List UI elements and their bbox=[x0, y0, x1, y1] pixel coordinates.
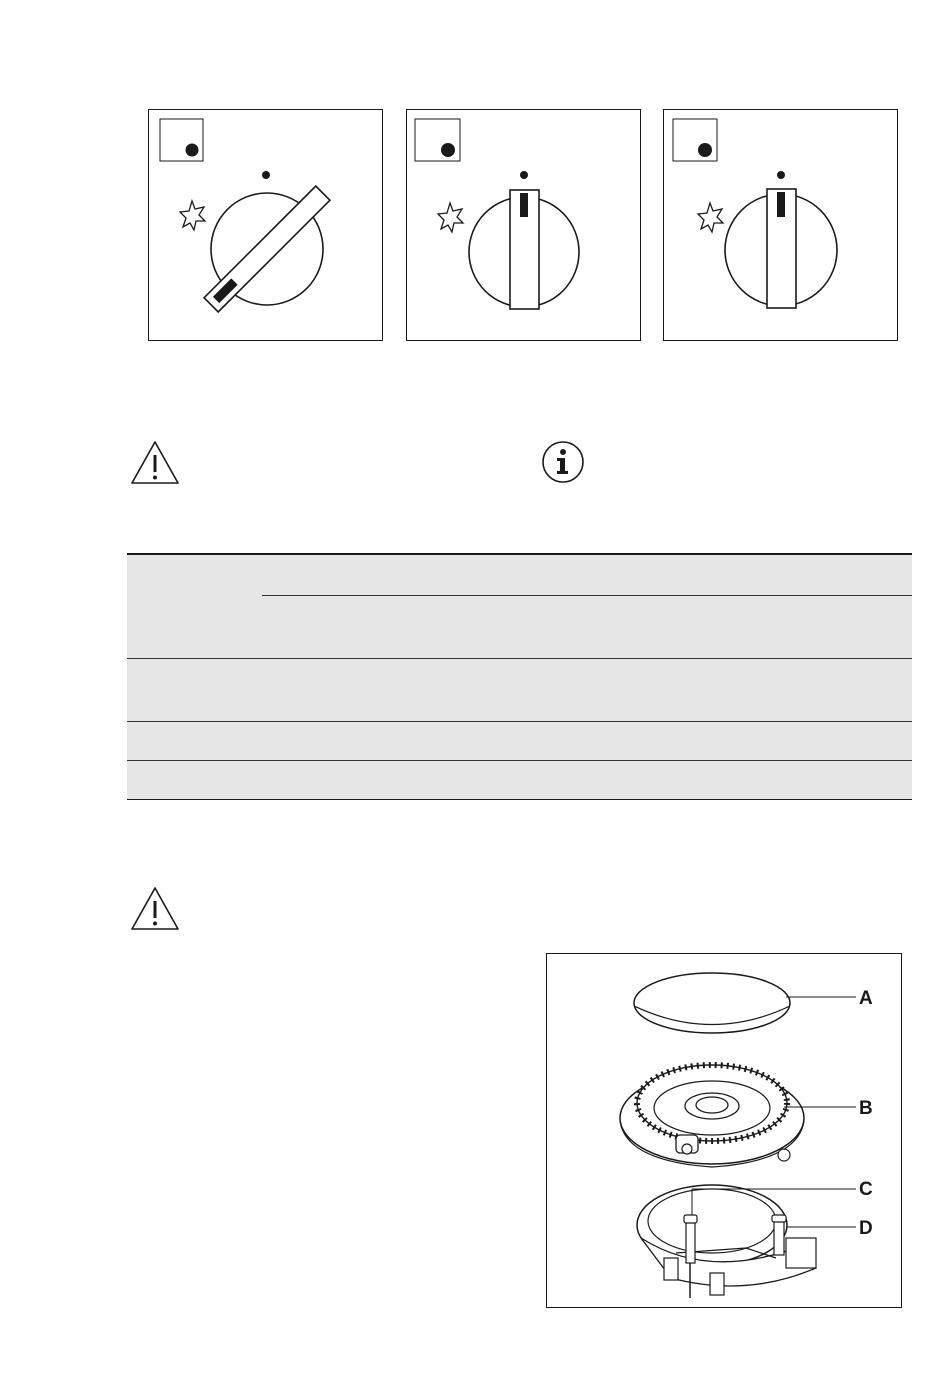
gas-table bbox=[127, 553, 912, 800]
knob-panel-off-2 bbox=[663, 109, 898, 341]
warning-triangle-icon bbox=[130, 886, 180, 936]
info-icon bbox=[541, 440, 585, 489]
indicator-dot bbox=[777, 171, 785, 179]
knob-handle bbox=[510, 190, 539, 309]
off-position-dot bbox=[441, 143, 455, 157]
off-position-dot bbox=[186, 144, 199, 157]
knob-panel-ignition bbox=[148, 109, 383, 341]
table-row bbox=[127, 722, 912, 761]
callout-label-a: A bbox=[859, 988, 873, 1009]
callout-label-d: D bbox=[859, 1218, 873, 1239]
indicator-dot bbox=[262, 171, 270, 179]
warning-triangle-icon bbox=[130, 440, 180, 490]
knob-handle bbox=[767, 189, 796, 308]
table-row bbox=[127, 761, 912, 799]
burner-diagram bbox=[546, 953, 902, 1308]
thermocouple bbox=[772, 1215, 786, 1255]
callout-label-b: B bbox=[859, 1098, 873, 1119]
knob-panel-off-1 bbox=[406, 109, 641, 341]
callout-label-c: C bbox=[859, 1179, 873, 1200]
table-header-row bbox=[127, 555, 912, 659]
off-position-dot bbox=[698, 143, 712, 157]
indicator-dot bbox=[520, 171, 528, 179]
table-row bbox=[127, 659, 912, 722]
table-header-subdivider bbox=[262, 595, 912, 596]
burner-cap bbox=[634, 973, 790, 1033]
